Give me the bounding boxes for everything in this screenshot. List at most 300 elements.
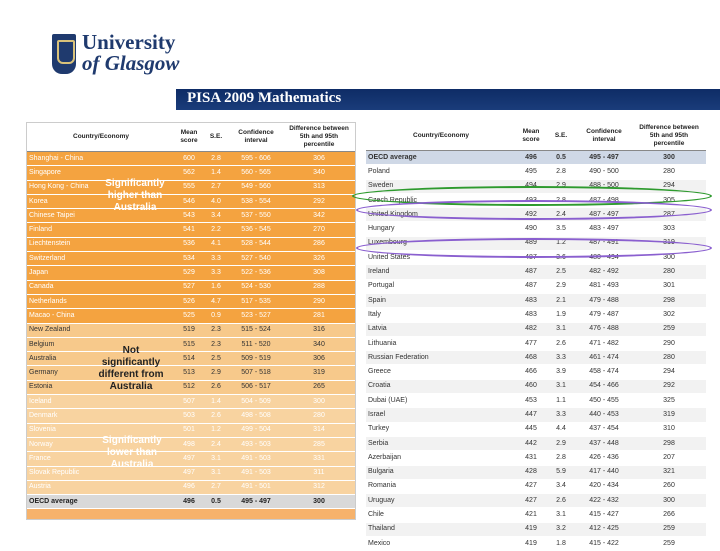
value-cell: 2.6 (203, 380, 229, 394)
value-cell: 285 (283, 437, 355, 451)
value-cell: 301 (632, 279, 706, 293)
table-row (27, 423, 355, 437)
value-cell: 483 (516, 308, 546, 322)
value-cell: 490 - 500 (576, 165, 632, 179)
value-cell: 308 (283, 266, 355, 280)
value-cell: 490 (516, 222, 546, 236)
header-diff: Difference between 5th and 95th percentile (283, 123, 355, 152)
value-cell: 417 - 440 (576, 465, 632, 479)
country-cell: France (27, 452, 175, 466)
value-cell: 294 (632, 179, 706, 193)
value-cell: 1.4 (203, 395, 229, 409)
value-cell: 483 (516, 293, 546, 307)
value-cell: 499 - 504 (229, 423, 283, 437)
value-cell: 3.2 (546, 522, 576, 536)
value-cell: 445 (516, 422, 546, 436)
value-cell: 519 (175, 323, 203, 337)
table-row (366, 408, 706, 422)
value-cell: 422 - 432 (576, 494, 632, 508)
country-cell: Uruguay (366, 494, 516, 508)
table-row (27, 223, 355, 237)
value-cell: 523 - 527 (229, 309, 283, 323)
value-cell: 2.2 (203, 223, 229, 237)
value-cell: 4.0 (203, 194, 229, 208)
value-cell: 450 - 455 (576, 394, 632, 408)
value-cell: 480 - 494 (576, 251, 632, 265)
table-row (366, 351, 706, 365)
value-cell: 287 (632, 208, 706, 222)
value-cell: 3.1 (203, 452, 229, 466)
header-ci: Confidence interval (576, 122, 632, 151)
value-cell: 300 (632, 151, 706, 165)
right-header-row (366, 122, 706, 151)
value-cell: 524 - 530 (229, 280, 283, 294)
value-cell: 600 (175, 152, 203, 166)
country-cell: Italy (366, 308, 516, 322)
right-table-panel (366, 122, 706, 547)
value-cell: 2.6 (203, 409, 229, 423)
value-cell: 311 (283, 466, 355, 480)
table-row (27, 366, 355, 380)
table-row (27, 152, 355, 166)
value-cell: 595 - 606 (229, 152, 283, 166)
value-cell: 325 (632, 394, 706, 408)
value-cell: 498 - 508 (229, 409, 283, 423)
value-cell: 543 (175, 209, 203, 223)
value-cell: 280 (632, 265, 706, 279)
logo-text (82, 32, 179, 74)
table-row (27, 409, 355, 423)
value-cell: 313 (283, 180, 355, 194)
value-cell: 483 - 497 (576, 222, 632, 236)
value-cell: 555 (175, 180, 203, 194)
header-mean: Mean score (175, 123, 203, 152)
country-cell: OECD average (366, 151, 516, 165)
value-cell: 496 (175, 480, 203, 494)
value-cell: 2.9 (546, 179, 576, 193)
value-cell: 491 - 503 (229, 466, 283, 480)
header-se: S.E. (203, 123, 229, 152)
value-cell: 494 (516, 179, 546, 193)
country-cell: Romania (366, 479, 516, 493)
value-cell: 458 - 474 (576, 365, 632, 379)
value-cell: 1.8 (546, 537, 576, 551)
country-cell: Norway (27, 437, 175, 451)
country-cell: Russian Federation (366, 351, 516, 365)
value-cell: 522 - 536 (229, 266, 283, 280)
country-cell: Dubai (UAE) (366, 394, 516, 408)
table-row (366, 394, 706, 408)
note-higher: Significantly higher than Australia (105, 178, 165, 213)
value-cell: 3.1 (203, 466, 229, 480)
value-cell: 419 (516, 537, 546, 551)
highlight-ring-purple-us (356, 238, 712, 258)
value-cell: 453 (516, 394, 546, 408)
value-cell: 305 (632, 193, 706, 207)
value-cell: 259 (632, 522, 706, 536)
value-cell: 517 - 535 (229, 294, 283, 308)
value-cell: 265 (283, 380, 355, 394)
value-cell: 3.5 (546, 222, 576, 236)
value-cell: 294 (632, 365, 706, 379)
value-cell: 2.8 (546, 193, 576, 207)
value-cell: 259 (632, 537, 706, 551)
table-row (27, 237, 355, 251)
country-cell: Greece (366, 365, 516, 379)
value-cell: 2.4 (546, 208, 576, 222)
value-cell: 420 - 434 (576, 479, 632, 493)
value-cell: 3.9 (546, 365, 576, 379)
value-cell: 488 - 500 (576, 179, 632, 193)
value-cell: 2.9 (546, 436, 576, 450)
value-cell: 292 (283, 194, 355, 208)
value-cell: 280 (632, 165, 706, 179)
value-cell: 300 (283, 395, 355, 409)
value-cell: 3.1 (546, 508, 576, 522)
value-cell: 207 (632, 451, 706, 465)
table-row (27, 180, 355, 194)
table-row (366, 151, 706, 165)
logo-line-2: of Glasgow (82, 51, 180, 75)
country-cell: Portugal (366, 279, 516, 293)
value-cell: 487 - 498 (576, 193, 632, 207)
country-cell: Austria (27, 480, 175, 494)
value-cell: 319 (283, 366, 355, 380)
value-cell: 298 (632, 436, 706, 450)
value-cell: 2.3 (203, 337, 229, 351)
value-cell: 515 - 524 (229, 323, 283, 337)
value-cell: 487 (516, 251, 546, 265)
country-cell: Chile (366, 508, 516, 522)
country-cell: Slovenia (27, 423, 175, 437)
value-cell: 300 (283, 495, 355, 509)
value-cell: 515 (175, 337, 203, 351)
country-cell: Australia (27, 352, 175, 366)
value-cell: 412 - 425 (576, 522, 632, 536)
country-cell: Poland (366, 165, 516, 179)
value-cell: 3.6 (546, 251, 576, 265)
value-cell: 316 (283, 323, 355, 337)
value-cell: 491 - 503 (229, 452, 283, 466)
header-ci: Confidence interval (229, 123, 283, 152)
value-cell: 428 (516, 465, 546, 479)
country-cell: Czech Republic (366, 193, 516, 207)
country-cell: Bulgaria (366, 465, 516, 479)
value-cell: 496 (516, 151, 546, 165)
value-cell: 495 (516, 165, 546, 179)
value-cell: 4.1 (203, 237, 229, 251)
value-cell: 496 (175, 495, 203, 509)
value-cell: 340 (283, 337, 355, 351)
table-row (366, 265, 706, 279)
value-cell: 492 (516, 208, 546, 222)
country-cell: Korea (27, 194, 175, 208)
country-cell: Sweden (366, 179, 516, 193)
value-cell: 1.9 (546, 308, 576, 322)
value-cell: 536 (175, 237, 203, 251)
country-cell: New Zealand (27, 323, 175, 337)
country-cell: Israel (366, 408, 516, 422)
country-cell: Turkey (366, 422, 516, 436)
table-row (27, 380, 355, 394)
table-row (366, 465, 706, 479)
value-cell: 326 (283, 252, 355, 266)
value-cell: 3.4 (546, 479, 576, 493)
value-cell: 3.4 (203, 209, 229, 223)
value-cell: 0.5 (546, 151, 576, 165)
value-cell: 421 (516, 508, 546, 522)
table-row (366, 508, 706, 522)
table-row (366, 279, 706, 293)
value-cell: 2.4 (203, 437, 229, 451)
value-cell: 2.8 (546, 451, 576, 465)
value-cell: 460 (516, 379, 546, 393)
value-cell: 507 - 518 (229, 366, 283, 380)
value-cell: 514 (175, 352, 203, 366)
table-row (27, 252, 355, 266)
value-cell: 487 (516, 265, 546, 279)
value-cell: 487 - 491 (576, 236, 632, 250)
value-cell: 560 - 565 (229, 166, 283, 180)
value-cell: 321 (632, 465, 706, 479)
value-cell: 415 - 427 (576, 508, 632, 522)
value-cell: 2.5 (546, 265, 576, 279)
left-header-row (27, 123, 355, 152)
note-lower: Significantly lower than Australia (102, 435, 162, 470)
table-row (366, 222, 706, 236)
country-cell: Switzerland (27, 252, 175, 266)
value-cell: 503 (175, 409, 203, 423)
header-se: S.E. (546, 122, 576, 151)
country-cell: Iceland (27, 395, 175, 409)
value-cell: 1.1 (546, 394, 576, 408)
value-cell: 513 (175, 366, 203, 380)
value-cell: 546 (175, 194, 203, 208)
value-cell: 3.3 (546, 351, 576, 365)
value-cell: 312 (283, 480, 355, 494)
country-cell: United Kingdom (366, 208, 516, 222)
country-cell: Liechtenstein (27, 237, 175, 251)
country-cell: Netherlands (27, 294, 175, 308)
table-row (366, 422, 706, 436)
value-cell: 302 (632, 308, 706, 322)
value-cell: 280 (283, 409, 355, 423)
value-cell: 2.7 (203, 180, 229, 194)
value-cell: 280 (632, 351, 706, 365)
country-cell: Canada (27, 280, 175, 294)
value-cell: 4.4 (546, 422, 576, 436)
value-cell: 471 - 482 (576, 336, 632, 350)
value-cell: 427 (516, 494, 546, 508)
value-cell: 461 - 474 (576, 351, 632, 365)
value-cell: 442 (516, 436, 546, 450)
country-cell: Shanghai - China (27, 152, 175, 166)
value-cell: 509 - 519 (229, 352, 283, 366)
country-cell: Spain (366, 293, 516, 307)
country-cell: Azerbaijan (366, 451, 516, 465)
value-cell: 497 (175, 466, 203, 480)
table-row (27, 352, 355, 366)
value-cell: 511 - 520 (229, 337, 283, 351)
left-table-panel (26, 122, 356, 520)
value-cell: 419 (516, 522, 546, 536)
table-row (366, 322, 706, 336)
value-cell: 2.8 (203, 152, 229, 166)
value-cell: 440 - 453 (576, 408, 632, 422)
value-cell: 506 - 517 (229, 380, 283, 394)
table-row (27, 437, 355, 451)
value-cell: 504 - 509 (229, 395, 283, 409)
slide-title: PISA 2009 Mathematics (187, 90, 342, 106)
value-cell: 288 (283, 280, 355, 294)
country-cell: Luxembourg (366, 236, 516, 250)
table-row (27, 166, 355, 180)
value-cell: 314 (283, 423, 355, 437)
value-cell: 306 (283, 152, 355, 166)
value-cell: 2.5 (203, 352, 229, 366)
value-cell: 481 - 493 (576, 279, 632, 293)
value-cell: 342 (283, 209, 355, 223)
value-cell: 476 - 488 (576, 322, 632, 336)
table-row (366, 165, 706, 179)
value-cell: 541 (175, 223, 203, 237)
value-cell: 562 (175, 166, 203, 180)
country-cell: Croatia (366, 379, 516, 393)
university-logo (52, 32, 192, 76)
table-row (366, 336, 706, 350)
value-cell: 491 - 501 (229, 480, 283, 494)
country-cell: Singapore (27, 166, 175, 180)
country-cell: Lithuania (366, 336, 516, 350)
country-cell: Belgium (27, 337, 175, 351)
value-cell: 537 - 550 (229, 209, 283, 223)
value-cell: 303 (632, 222, 706, 236)
header-country: Country/Economy (27, 123, 175, 152)
country-cell: OECD average (27, 495, 175, 509)
country-cell: Hong Kong - China (27, 180, 175, 194)
table-row (27, 266, 355, 280)
value-cell: 538 - 554 (229, 194, 283, 208)
value-cell: 3.3 (546, 408, 576, 422)
value-cell: 427 (516, 479, 546, 493)
value-cell: 286 (283, 237, 355, 251)
value-cell: 300 (632, 494, 706, 508)
country-cell: Thailand (366, 522, 516, 536)
value-cell: 298 (632, 293, 706, 307)
value-cell: 495 - 497 (576, 151, 632, 165)
table-row (366, 522, 706, 536)
country-cell: Germany (27, 366, 175, 380)
table-row (366, 479, 706, 493)
value-cell: 549 - 560 (229, 180, 283, 194)
table-row (27, 466, 355, 480)
table-row (366, 436, 706, 450)
value-cell: 2.8 (546, 165, 576, 179)
highlight-ring-purple-uk (356, 200, 712, 220)
country-cell: Ireland (366, 265, 516, 279)
value-cell: 493 - 503 (229, 437, 283, 451)
country-cell: Denmark (27, 409, 175, 423)
value-cell: 466 (516, 365, 546, 379)
value-cell: 292 (632, 379, 706, 393)
value-cell: 479 - 488 (576, 293, 632, 307)
value-cell: 498 (175, 437, 203, 451)
value-cell: 487 - 497 (576, 208, 632, 222)
value-cell: 0.5 (203, 495, 229, 509)
value-cell: 512 (175, 380, 203, 394)
table-row (366, 537, 706, 551)
value-cell: 0.9 (203, 309, 229, 323)
table-row (366, 293, 706, 307)
country-cell: Estonia (27, 380, 175, 394)
table-row (366, 365, 706, 379)
country-cell: Mexico (366, 537, 516, 551)
value-cell: 528 - 544 (229, 237, 283, 251)
value-cell: 534 (175, 252, 203, 266)
value-cell: 319 (632, 408, 706, 422)
title-banner (176, 89, 720, 110)
table-row (27, 495, 355, 509)
value-cell: 2.6 (546, 494, 576, 508)
note-not-different: Not significantly different from Australia (98, 345, 164, 392)
table-row (27, 194, 355, 208)
value-cell: 3.1 (546, 322, 576, 336)
header-diff: Difference between 5th and 95th percentile (632, 122, 706, 151)
table-row (27, 309, 355, 323)
value-cell: 526 (175, 294, 203, 308)
value-cell: 281 (283, 309, 355, 323)
value-cell: 2.9 (203, 366, 229, 380)
value-cell: 300 (632, 251, 706, 265)
country-cell: Serbia (366, 436, 516, 450)
value-cell: 319 (632, 236, 706, 250)
value-cell: 507 (175, 395, 203, 409)
value-cell: 527 (175, 280, 203, 294)
value-cell: 437 - 454 (576, 422, 632, 436)
value-cell: 437 - 448 (576, 436, 632, 450)
value-cell: 3.3 (203, 266, 229, 280)
crest-icon (52, 34, 76, 74)
value-cell: 5.9 (546, 465, 576, 479)
country-cell: United States (366, 251, 516, 265)
table-row (366, 308, 706, 322)
table-row (27, 280, 355, 294)
value-cell: 415 - 422 (576, 537, 632, 551)
value-cell: 1.4 (203, 166, 229, 180)
value-cell: 487 (516, 279, 546, 293)
value-cell: 1.6 (203, 280, 229, 294)
value-cell: 259 (632, 322, 706, 336)
value-cell: 495 - 497 (229, 495, 283, 509)
value-cell: 536 - 545 (229, 223, 283, 237)
value-cell: 468 (516, 351, 546, 365)
table-row (366, 451, 706, 465)
table-row (27, 395, 355, 409)
value-cell: 331 (283, 452, 355, 466)
table-row (27, 209, 355, 223)
value-cell: 310 (632, 422, 706, 436)
value-cell: 529 (175, 266, 203, 280)
value-cell: 527 - 540 (229, 252, 283, 266)
value-cell: 3.3 (203, 252, 229, 266)
country-cell: Japan (27, 266, 175, 280)
table-row (27, 452, 355, 466)
table-row (27, 337, 355, 351)
value-cell: 2.6 (546, 336, 576, 350)
value-cell: 340 (283, 166, 355, 180)
value-cell: 477 (516, 336, 546, 350)
value-cell: 493 (516, 193, 546, 207)
